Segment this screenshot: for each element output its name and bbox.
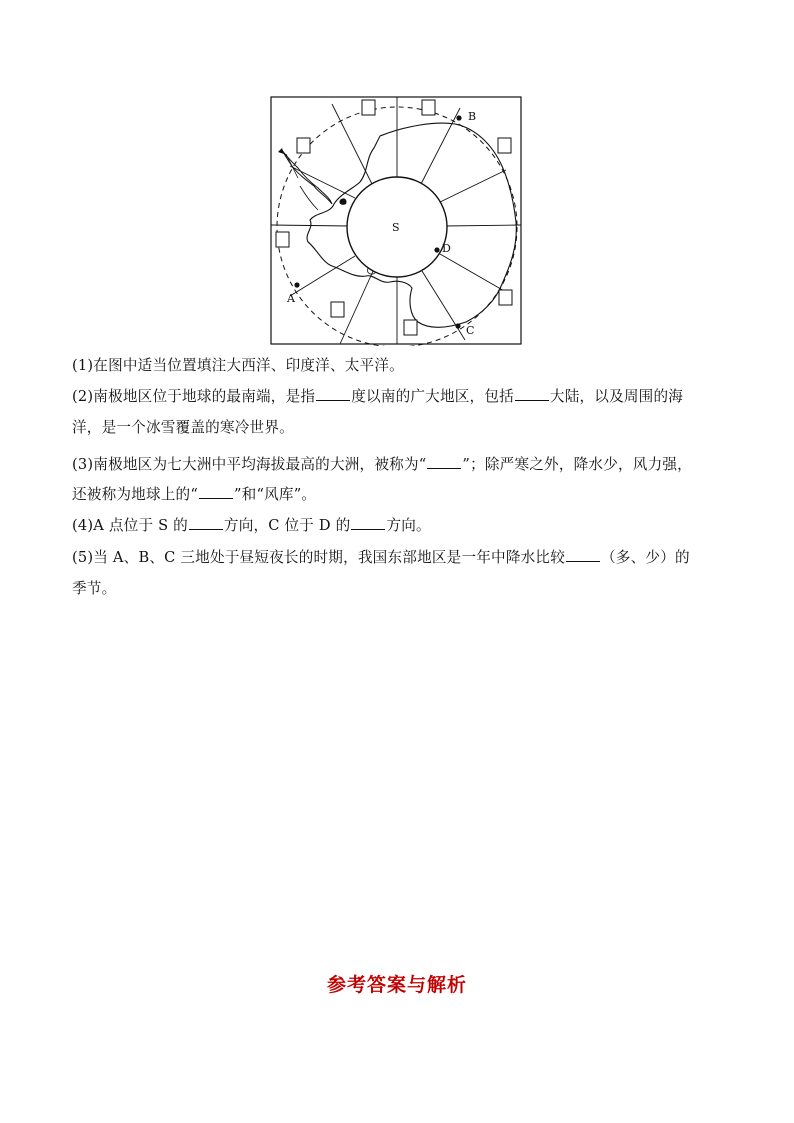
answer-blank[interactable] bbox=[427, 454, 461, 469]
point-c-label: C bbox=[466, 324, 475, 337]
peninsula-outline bbox=[282, 150, 332, 204]
point-a-label: A bbox=[287, 292, 295, 305]
answer-blank[interactable] bbox=[566, 547, 600, 562]
question-2: (2)南极地区位于地球的最南端，是指 度以南的广大地区，包括 大陆，以及周围的海 bbox=[72, 388, 684, 405]
ocean-box[interactable] bbox=[276, 232, 289, 247]
question-3: (3)南极地区为七大洲中平均海拔最高的大洲，被称为“ ”；除严寒之外，降水少，风力强， bbox=[72, 456, 692, 473]
answer-blank[interactable] bbox=[189, 515, 223, 530]
ocean-box[interactable] bbox=[498, 138, 511, 153]
question-3-continued: 还被称为地球上的“ ”和“风库”。 bbox=[72, 486, 317, 503]
question-4: (4)A 点位于 S 的 方向，C 位于 D 的 方向。 bbox=[72, 517, 431, 534]
antarctica-map-svg bbox=[270, 96, 524, 346]
answer-blank[interactable] bbox=[515, 386, 549, 401]
center-label-s: S bbox=[392, 221, 400, 234]
question-2-continued: 洋，是一个冰雪覆盖的寒冷世界。 bbox=[72, 419, 294, 436]
point-d-label: D bbox=[442, 242, 451, 255]
question-1-text: (1)在图中适当位置填注大西洋、印度洋、太平洋。 bbox=[72, 357, 404, 374]
ocean-box[interactable] bbox=[362, 100, 375, 115]
ocean-box[interactable] bbox=[422, 100, 435, 115]
ocean-box[interactable] bbox=[331, 302, 344, 317]
ocean-box[interactable] bbox=[404, 320, 417, 335]
point-b-label: B bbox=[468, 110, 477, 123]
question-5: (5)当 A、B、C 三地处于昼短夜长的时期，我国东部地区是一年中降水比较 （多、少）的 bbox=[72, 549, 690, 566]
ocean-box[interactable] bbox=[499, 290, 512, 305]
point-a-dot bbox=[294, 282, 299, 287]
answer-blank[interactable] bbox=[199, 484, 233, 499]
island bbox=[339, 198, 346, 204]
question-5-continued: 季节。 bbox=[72, 580, 117, 597]
answer-blank[interactable] bbox=[316, 386, 350, 401]
question-1 bbox=[72, 351, 732, 380]
answer-section-title: 参考答案与解析 bbox=[326, 974, 467, 996]
point-c-dot bbox=[455, 323, 460, 328]
answer-blank[interactable] bbox=[351, 515, 385, 530]
ocean-box[interactable] bbox=[297, 138, 310, 153]
point-b-dot bbox=[456, 115, 461, 120]
antarctica-map bbox=[270, 96, 524, 346]
point-d-dot bbox=[434, 247, 439, 252]
